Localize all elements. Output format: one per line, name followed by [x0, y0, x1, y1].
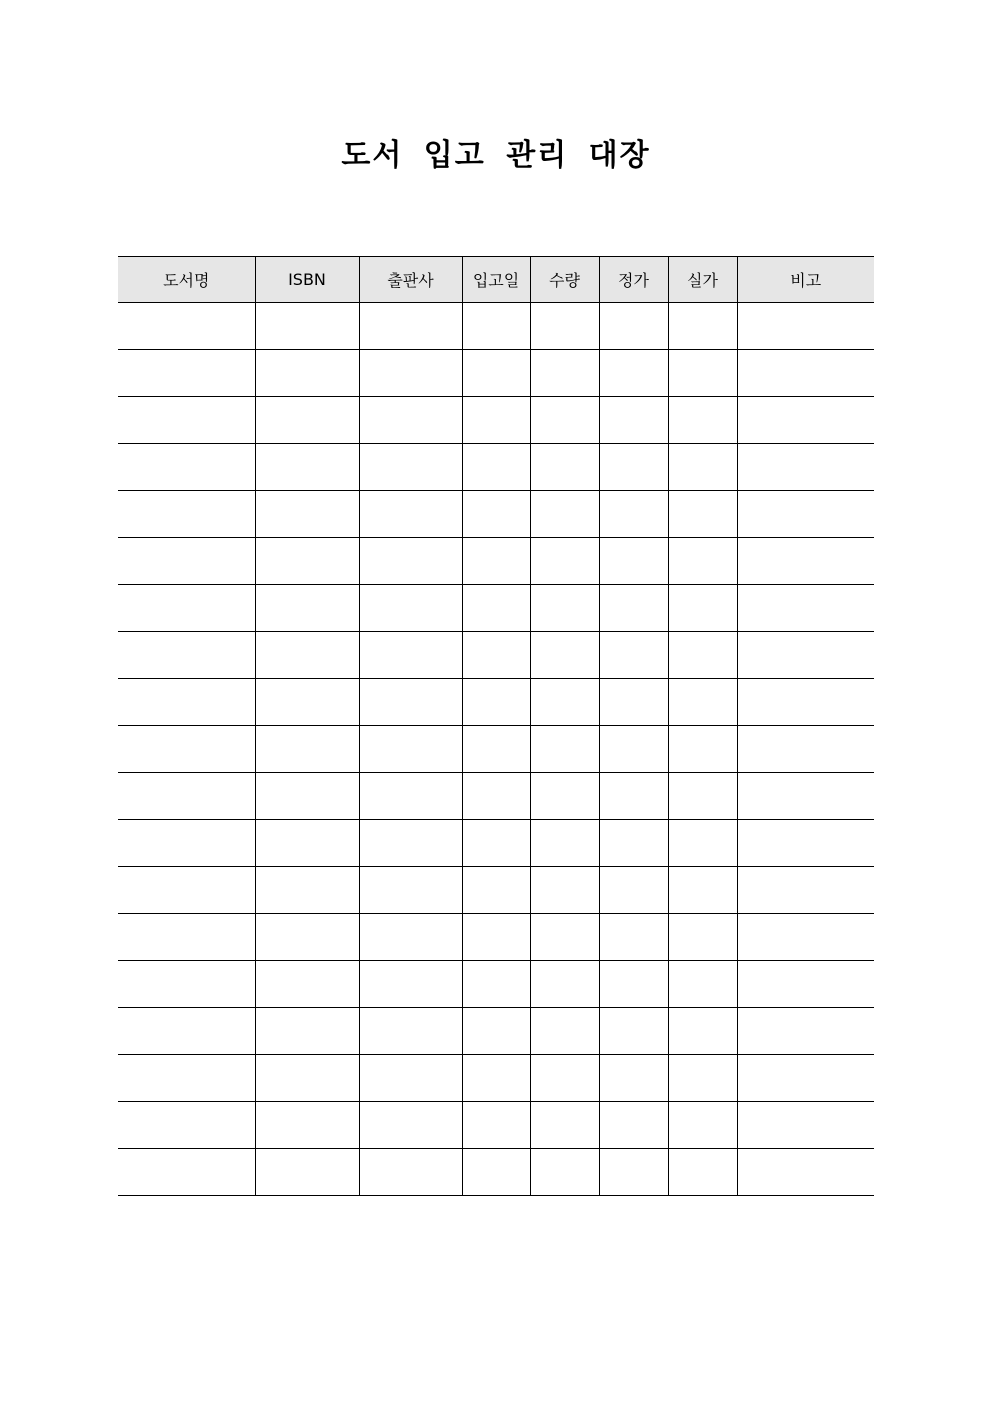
table-cell[interactable] [118, 1149, 255, 1196]
table-cell[interactable] [462, 1008, 530, 1055]
table-cell[interactable] [118, 632, 255, 679]
table-cell[interactable] [668, 867, 737, 914]
table-row [118, 350, 874, 397]
table-cell[interactable] [118, 820, 255, 867]
table-cell[interactable] [118, 773, 255, 820]
table-cell[interactable] [737, 1008, 874, 1055]
table-cell[interactable] [359, 1102, 462, 1149]
table-cell[interactable] [530, 1008, 599, 1055]
table-cell[interactable] [462, 820, 530, 867]
table-cell[interactable] [359, 303, 462, 350]
table-cell[interactable] [530, 397, 599, 444]
table-cell[interactable] [359, 961, 462, 1008]
column-header-quantity: 수량 [530, 257, 599, 303]
table-cell[interactable] [599, 1149, 668, 1196]
table-row [118, 961, 874, 1008]
table-row [118, 1149, 874, 1196]
table-cell[interactable] [737, 773, 874, 820]
table-cell[interactable] [462, 914, 530, 961]
table-cell[interactable] [599, 820, 668, 867]
table-cell[interactable] [668, 1055, 737, 1102]
table-cell[interactable] [530, 350, 599, 397]
table-cell[interactable] [255, 726, 359, 773]
table-cell[interactable] [668, 914, 737, 961]
table-cell[interactable] [530, 773, 599, 820]
table-cell[interactable] [530, 1102, 599, 1149]
table-row [118, 491, 874, 538]
table-cell[interactable] [737, 538, 874, 585]
table-row [118, 397, 874, 444]
column-header-actual-price: 실가 [668, 257, 737, 303]
table-row [118, 679, 874, 726]
table-cell[interactable] [462, 1055, 530, 1102]
table-cell[interactable] [599, 773, 668, 820]
table-cell[interactable] [118, 1055, 255, 1102]
table-cell[interactable] [668, 679, 737, 726]
table-cell[interactable] [737, 303, 874, 350]
table-cell[interactable] [118, 538, 255, 585]
table-cell[interactable] [118, 397, 255, 444]
table-cell[interactable] [737, 491, 874, 538]
table-cell[interactable] [359, 914, 462, 961]
table-cell[interactable] [737, 585, 874, 632]
table-cell[interactable] [668, 397, 737, 444]
table-cell[interactable] [668, 538, 737, 585]
table-cell[interactable] [255, 1008, 359, 1055]
table-row [118, 726, 874, 773]
table-cell[interactable] [118, 679, 255, 726]
table-cell[interactable] [599, 397, 668, 444]
table-cell[interactable] [737, 444, 874, 491]
table-cell[interactable] [255, 867, 359, 914]
table-cell[interactable] [462, 1149, 530, 1196]
table-cell[interactable] [599, 961, 668, 1008]
table-cell[interactable] [359, 444, 462, 491]
table-cell[interactable] [599, 632, 668, 679]
table-cell[interactable] [599, 444, 668, 491]
table-cell[interactable] [668, 585, 737, 632]
table-cell[interactable] [599, 585, 668, 632]
column-header-publisher: 출판사 [359, 257, 462, 303]
table-cell[interactable] [599, 303, 668, 350]
table-cell[interactable] [668, 1149, 737, 1196]
table-cell[interactable] [737, 726, 874, 773]
table-cell[interactable] [255, 491, 359, 538]
table-row [118, 820, 874, 867]
table-cell[interactable] [359, 820, 462, 867]
table-body [118, 303, 874, 1196]
table-cell[interactable] [530, 820, 599, 867]
table-cell[interactable] [668, 303, 737, 350]
table-cell[interactable] [359, 1055, 462, 1102]
table-cell[interactable] [462, 350, 530, 397]
table-cell[interactable] [737, 914, 874, 961]
column-header-title: 도서명 [118, 257, 255, 303]
table-cell[interactable] [359, 350, 462, 397]
table-row [118, 632, 874, 679]
table-cell[interactable] [359, 1149, 462, 1196]
table-cell[interactable] [599, 679, 668, 726]
table-cell[interactable] [530, 1149, 599, 1196]
table-cell[interactable] [462, 867, 530, 914]
table-cell[interactable] [462, 538, 530, 585]
table-cell[interactable] [737, 961, 874, 1008]
table-cell[interactable] [118, 1102, 255, 1149]
table-cell[interactable] [530, 726, 599, 773]
table-cell[interactable] [737, 350, 874, 397]
table-cell[interactable] [118, 1008, 255, 1055]
table-cell[interactable] [530, 1055, 599, 1102]
table-cell[interactable] [599, 1008, 668, 1055]
table-cell[interactable] [462, 726, 530, 773]
column-header-receipt-date: 입고일 [462, 257, 530, 303]
table-cell[interactable] [359, 726, 462, 773]
table-row [118, 1055, 874, 1102]
table-cell[interactable] [118, 491, 255, 538]
table-cell[interactable] [359, 491, 462, 538]
table-cell[interactable] [530, 679, 599, 726]
table-cell[interactable] [462, 773, 530, 820]
table-cell[interactable] [462, 679, 530, 726]
table-cell[interactable] [530, 444, 599, 491]
table-cell[interactable] [599, 914, 668, 961]
table-cell[interactable] [359, 773, 462, 820]
table-row [118, 538, 874, 585]
table-cell[interactable] [255, 914, 359, 961]
table-cell[interactable] [668, 1008, 737, 1055]
table-cell[interactable] [599, 491, 668, 538]
table-cell[interactable] [668, 444, 737, 491]
table-cell[interactable] [668, 1102, 737, 1149]
table-cell[interactable] [462, 491, 530, 538]
page-title: 도서 입고 관리 대장 [341, 138, 651, 173]
table-cell[interactable] [530, 303, 599, 350]
table-cell[interactable] [118, 961, 255, 1008]
table-cell[interactable] [462, 1102, 530, 1149]
table-cell[interactable] [255, 1102, 359, 1149]
table-row [118, 1102, 874, 1149]
table-cell[interactable] [599, 1055, 668, 1102]
table-cell[interactable] [737, 632, 874, 679]
table-cell[interactable] [462, 397, 530, 444]
table-cell[interactable] [255, 820, 359, 867]
table-cell[interactable] [599, 1102, 668, 1149]
table-cell[interactable] [255, 444, 359, 491]
table-cell[interactable] [668, 820, 737, 867]
table-cell[interactable] [530, 538, 599, 585]
table-cell[interactable] [359, 632, 462, 679]
column-header-remarks: 비고 [737, 257, 874, 303]
table-cell[interactable] [737, 1149, 874, 1196]
table-row [118, 1008, 874, 1055]
table-cell[interactable] [599, 538, 668, 585]
table-cell[interactable] [255, 1149, 359, 1196]
table-cell[interactable] [118, 585, 255, 632]
table-header-row [118, 257, 874, 303]
table-cell[interactable] [359, 538, 462, 585]
table-cell[interactable] [530, 491, 599, 538]
table-cell[interactable] [530, 632, 599, 679]
table-cell[interactable] [668, 961, 737, 1008]
table-cell[interactable] [530, 867, 599, 914]
table-cell[interactable] [599, 726, 668, 773]
table-cell[interactable] [530, 585, 599, 632]
table-cell[interactable] [118, 303, 255, 350]
table-cell[interactable] [668, 491, 737, 538]
table-cell[interactable] [530, 961, 599, 1008]
table-cell[interactable] [530, 914, 599, 961]
table-cell[interactable] [255, 538, 359, 585]
table-cell[interactable] [255, 679, 359, 726]
column-header-list-price: 정가 [599, 257, 668, 303]
table-cell[interactable] [599, 350, 668, 397]
table-cell[interactable] [668, 632, 737, 679]
table-cell[interactable] [462, 303, 530, 350]
table-cell[interactable] [668, 726, 737, 773]
table-cell[interactable] [737, 1102, 874, 1149]
table-cell[interactable] [668, 773, 737, 820]
table-cell[interactable] [462, 444, 530, 491]
table-cell[interactable] [359, 1008, 462, 1055]
table-row [118, 585, 874, 632]
table-cell[interactable] [359, 679, 462, 726]
table-cell[interactable] [737, 397, 874, 444]
table-row [118, 773, 874, 820]
table-cell[interactable] [118, 444, 255, 491]
table-cell[interactable] [359, 867, 462, 914]
table-cell[interactable] [737, 1055, 874, 1102]
table-cell[interactable] [118, 867, 255, 914]
table-cell[interactable] [118, 726, 255, 773]
table-cell[interactable] [359, 585, 462, 632]
table-cell[interactable] [668, 350, 737, 397]
table-cell[interactable] [255, 585, 359, 632]
table-cell[interactable] [599, 867, 668, 914]
table-cell[interactable] [255, 303, 359, 350]
table-cell[interactable] [359, 397, 462, 444]
table-row [118, 867, 874, 914]
table-cell[interactable] [255, 632, 359, 679]
table-cell[interactable] [255, 773, 359, 820]
table-cell[interactable] [737, 679, 874, 726]
table-cell[interactable] [118, 914, 255, 961]
table-cell[interactable] [118, 350, 255, 397]
table-cell[interactable] [255, 961, 359, 1008]
table-cell[interactable] [255, 397, 359, 444]
table-cell[interactable] [462, 632, 530, 679]
table-cell[interactable] [462, 961, 530, 1008]
table-row [118, 444, 874, 491]
table-row [118, 303, 874, 350]
table-cell[interactable] [255, 350, 359, 397]
book-receipt-table [118, 256, 874, 1196]
table-row [118, 914, 874, 961]
table-cell[interactable] [462, 585, 530, 632]
column-header-isbn: ISBN [255, 257, 359, 303]
table-cell[interactable] [255, 1055, 359, 1102]
table-cell[interactable] [737, 820, 874, 867]
table-cell[interactable] [737, 867, 874, 914]
